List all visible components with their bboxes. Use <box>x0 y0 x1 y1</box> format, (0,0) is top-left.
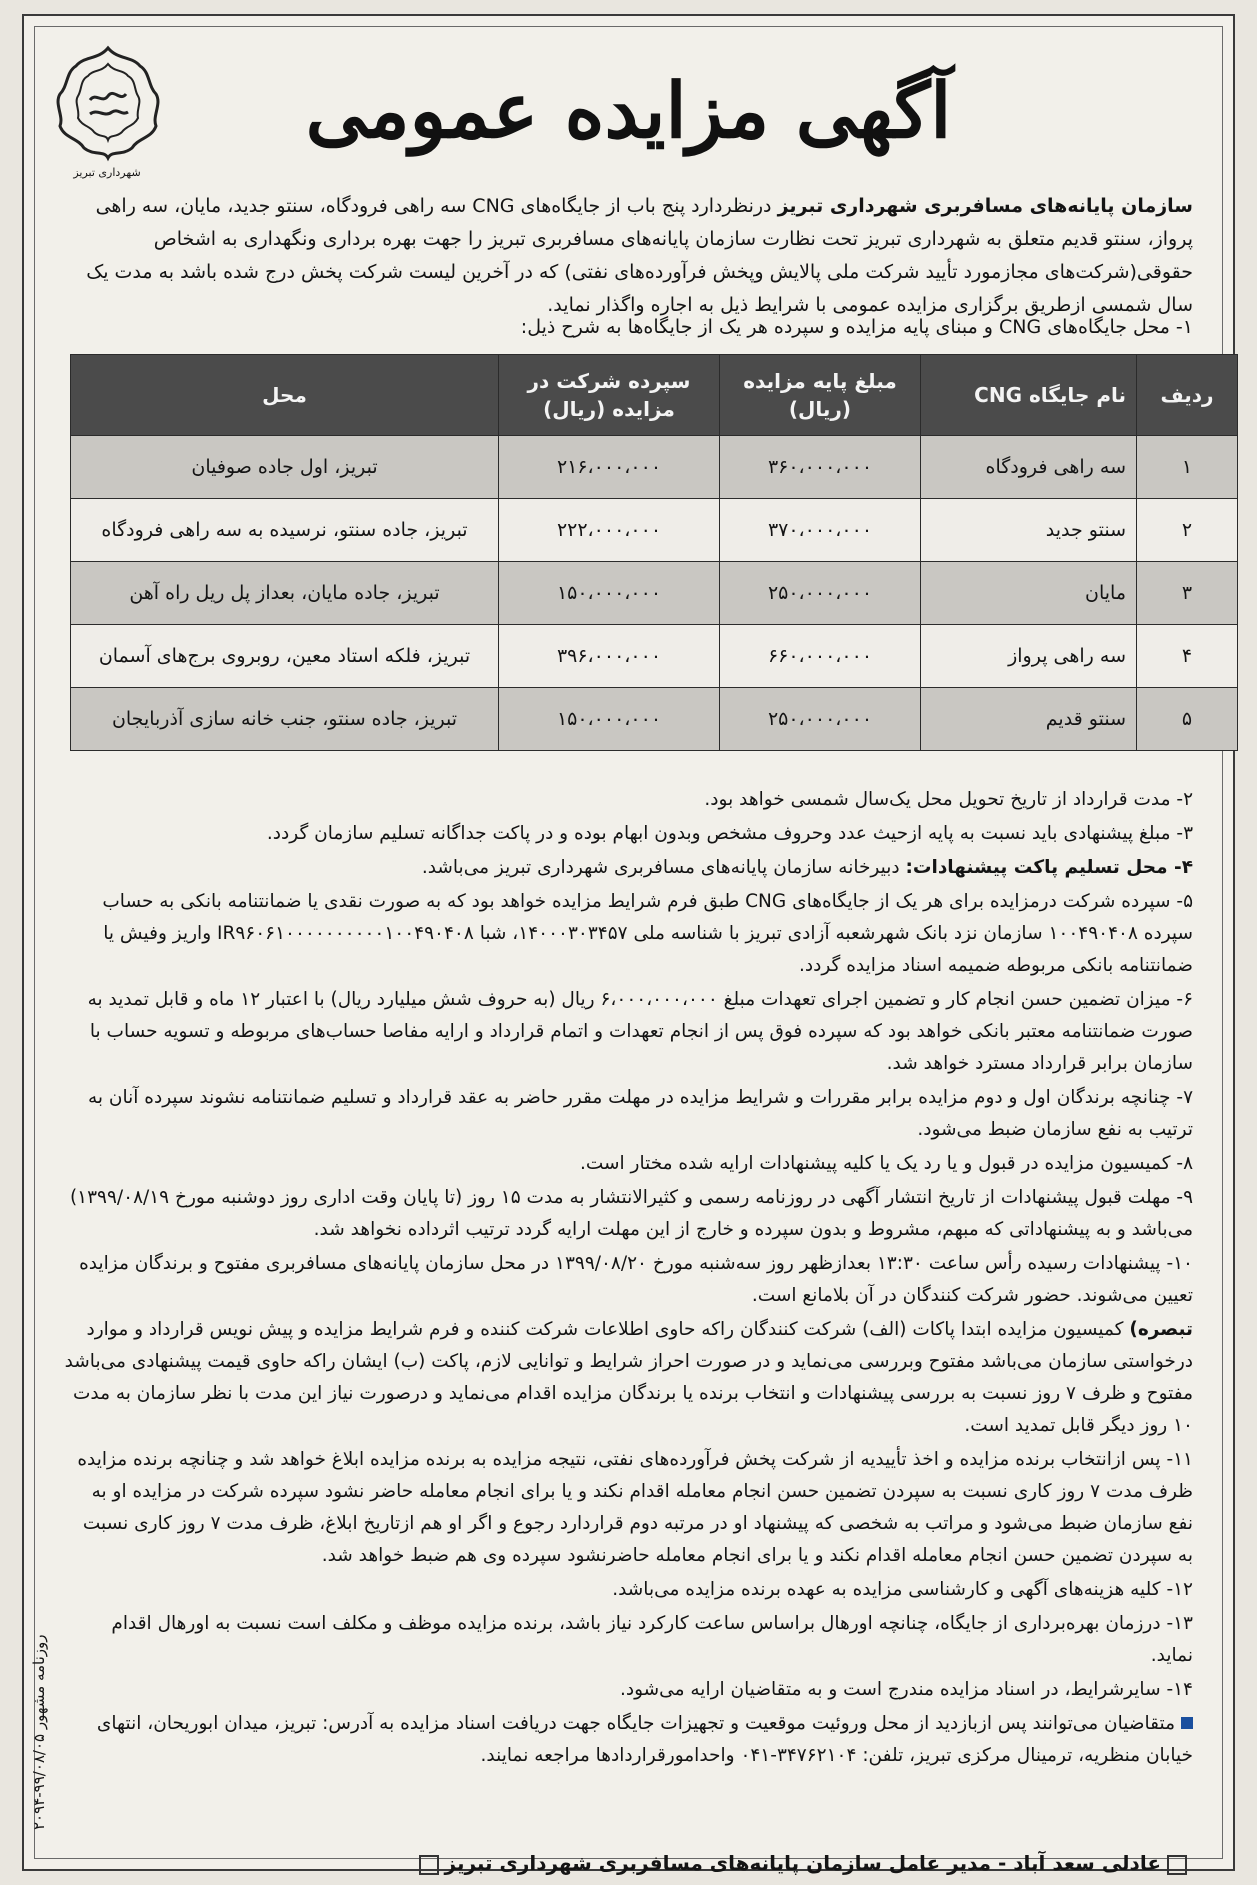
cell-location: تبریز، جاده سنتو، جنب خانه سازی آذربایجان <box>71 688 499 751</box>
side-note-text: روزنامه مشهور ۹۹/۰۸/۰۵-۲۰۹۴ <box>30 1634 48 1830</box>
cell-base: ۲۵۰،۰۰۰،۰۰۰ <box>720 562 921 625</box>
item-4-text: دبیرخانه سازمان پایانه‌های مسافربری شهرداری تبریز می‌باشد. <box>421 857 906 878</box>
cell-row: ۲ <box>1137 499 1238 562</box>
cell-base: ۳۷۰،۰۰۰،۰۰۰ <box>720 499 921 562</box>
cell-location: تبریز، جاده سنتو، نرسیده به سه راهی فرودگاه <box>71 499 499 562</box>
item-2: ۲- مدت قرارداد از تاریخ تحویل محل یک‌سال شمسی خواهد بود. <box>704 789 1193 810</box>
item-12: ۱۲- کلیه هزینه‌های آگهی و کارشناسی مزایده به عهده برنده مزایده می‌باشد. <box>612 1579 1193 1600</box>
table-row <box>71 499 1238 562</box>
note-label: تبصره) <box>1129 1319 1193 1340</box>
col-header-name: نام جایگاه CNG <box>921 355 1137 436</box>
intro-text: درنظردارد پنج باب از جایگاه‌های CNG سه راهی فرودگاه، سنتو جدید، مایان، سه راهی پرواز، سنتو قدیم متعلق به شهرداری تبریز تحت نظارت سازمان پایانه‌های مسافربری تبریز را جهت بهره برداری ونگهداری به اشخاص حقوقی(شرکت‌های مجازمورد تأیید شرکت ملی پالایش وپخش فرآورده‌های نفتی) که در آخرین لیست شرکت پخش درج شده باشد به مدت یک سال شمسی ازطریق برگزاری مزایده عمومی با شرایط ذیل به اجاره واگذار نماید. <box>86 195 1193 316</box>
stations-table <box>70 354 1238 751</box>
item-14: ۱۴- سایرشرایط، در اسناد مزایده مندرج است و به متقاضیان ارایه می‌شود. <box>619 1679 1193 1700</box>
intro-lead: سازمان پایانه‌های مسافربری شهرداری تبریز <box>777 195 1193 217</box>
col-header-deposit: سپرده شرکت در مزایده (ریال) <box>499 355 720 436</box>
col-header-row: ردیف <box>1137 355 1238 436</box>
signature-text: عادلی سعد آباد - مدیر عامل سازمان پایانه‌های مسافربری شهرداری تبریز <box>444 1851 1161 1875</box>
side-note <box>24 1536 52 1836</box>
cell-base: ۲۵۰،۰۰۰،۰۰۰ <box>720 688 921 751</box>
item-4 <box>64 852 1193 884</box>
item-4-label: ۴- محل تسلیم پاکت پیشنهادات: <box>905 857 1193 878</box>
cell-name: سنتو جدید <box>921 499 1137 562</box>
cell-name: سه راهی پرواز <box>921 625 1137 688</box>
cell-deposit: ۲۱۶،۰۰۰،۰۰۰ <box>499 436 720 499</box>
cell-deposit: ۳۹۶،۰۰۰،۰۰۰ <box>499 625 720 688</box>
cell-deposit: ۱۵۰،۰۰۰،۰۰۰ <box>499 688 720 751</box>
contact-text: متقاضیان می‌توانند پس ازبازدید از محل وروئیت موقعیت و تجهیزات جایگاه جهت دریافت اسناد مزایده به آدرس: تبریز، میدان ابوریحان، انتهای خیابان منظریه، ترمینال مرکزی تبریز، تلفن: ۳۴۷۶۲۱۰۴-۰۴۱ واحدامورقراردادها مراجعه نمایند. <box>96 1713 1193 1766</box>
advertisement-page <box>22 14 1235 1875</box>
table-row <box>71 436 1238 499</box>
cell-row: ۵ <box>1137 688 1238 751</box>
cell-deposit: ۱۵۰،۰۰۰،۰۰۰ <box>499 562 720 625</box>
conditions-list <box>64 784 1193 1774</box>
cell-name: مایان <box>921 562 1137 625</box>
cell-row: ۴ <box>1137 625 1238 688</box>
item-10: ۱۰- پیشنهادات رسیده رأس ساعت ۱۳:۳۰ بعدازظهر روز سه‌شنبه مورخ ۱۳۹۹/۰۸/۲۰ در محل سازمان پایانه‌های مسافربری مفتوح و برندگان مزایده تعیین می‌شوند. حضور شرکت کنندگان در آن بلامانع است. <box>79 1253 1193 1306</box>
item-1: ۱- محل جایگاه‌های CNG و مبنای پایه مزایده و سپرده هر یک از جایگاه‌ها به شرح ذیل: <box>520 316 1193 338</box>
item-5: ۵- سپرده شرکت درمزایده برای هر یک از جایگاه‌های CNG طبق فرم شرایط مزایده خواهد بود که به صورت نقدی یا ضمانتنامه بانکی به حساب سپرده ۱۰۰۴۹۰۴۰۸ سازمان نزد بانک شهرشعبه آزادی تبریز با شناسه ملی ۱۴۰۰۰۳۰۳۴۵۷، شبا IR۹۶۰۶۱۰۰۰۰۰۰۰۰۰۰۱۰۰۴۹۰۴۰۸ واریز وفیش یا ضمانتنامه بانکی مربوطه ضمیمه اسناد مزایده گردد. <box>102 891 1193 976</box>
item-9: ۹- مهلت قبول پیشنهادات از تاریخ انتشار آگهی در روزنامه رسمی و کثیرالانتشار به مدت ۱۵ روز (تا پایان وقت اداری روز دوشنبه مورخ ۱۳۹۹/۰۸/۱۹) می‌باشد و به پیشنهاداتی که مبهم، مشروط و بدون سپرده و خارج از این مهلت ارایه گردد ترتیب اثرداده نخواهد شد. <box>69 1187 1193 1240</box>
cell-location: تبریز، فلکه استاد معین، روبروی برج‌های آسمان <box>71 625 499 688</box>
item-7: ۷- چنانچه برندگان اول و دوم مزایده برابر مقررات و شرایط مزایده در مهلت مقرر حاضر به عقد قرارداد و تسلیم ضمانتنامه نشوند سپرده آنان به ترتیب به نفع سازمان ضبط می‌شود. <box>87 1087 1193 1140</box>
intro-paragraph <box>64 190 1193 322</box>
table-row <box>71 562 1238 625</box>
item-8: ۸- کمیسیون مزایده در قبول و یا رد یک یا کلیه پیشنهادات ارایه شده مختار است. <box>579 1153 1193 1174</box>
page-title: آگهی مزایده عمومی <box>305 66 952 155</box>
cell-base: ۳۶۰،۰۰۰،۰۰۰ <box>720 436 921 499</box>
cell-name: سنتو قدیم <box>921 688 1137 751</box>
cell-name: سه راهی فرودگاه <box>921 436 1137 499</box>
note-text: کمیسیون مزایده ابتدا پاکات (الف) شرکت کنندگان راکه حاوی اطلاعات شرکت کننده و فرم شرایط مزایده و پیش نویس قرارداد و موارد درخواستی سازمان می‌باشد مفتوح وبررسی می‌نماید و در صورت احراز شرایط و توانایی لازم، پاکت (ب) ایشان راکه حاوی قیمت پیشنهادی می‌باشد مفتوح و ظرف ۷ روز نسبت به بررسی پیشنهادات و انتخاب برنده یا برندگان مزایده اقدام می‌نماید و درصورت نیاز این مدت با نظر سازمان به مدت ۱۰ روز دیگر قابل تمدید است. <box>64 1319 1193 1436</box>
table-row <box>71 625 1238 688</box>
table-header-row <box>71 355 1238 436</box>
contact-paragraph <box>64 1708 1193 1772</box>
square-icon <box>419 1855 439 1875</box>
logo-caption: شهرداری تبریز <box>73 166 141 179</box>
cell-row: ۱ <box>1137 436 1238 499</box>
item-11: ۱۱- پس ازانتخاب برنده مزایده و اخذ تأییدیه از شرکت پخش فرآورده‌های نفتی، نتیجه مزایده به برنده مزایده ابلاغ خواهد شد و چنانچه برنده مزایده ظرف مدت ۷ روز کاری نسبت به سپردن تضمین حسن انجام معامله اقدام نکند و یا برای انجام معامله حاضر نشود سپرده شرکت در مزایده او به نفع سازمان ضبط می‌شود و مراتب به شخصی که پیشنهاد او در مرتبه دوم قراردارد رجوع و اگر او هم ازتاریخ ابلاغ، ظرف مدت ۷ روز کاری نسبت به سپردن تضمین حسن انجام معامله اقدام نکند و یا برای انجام معامله حاضرنشود سپرده وی هم ضبط خواهد شد. <box>77 1449 1193 1566</box>
col-header-base: مبلغ پایه مزایده (ریال) <box>720 355 921 436</box>
square-icon <box>1167 1855 1187 1875</box>
cell-row: ۳ <box>1137 562 1238 625</box>
square-bullet-icon <box>1181 1717 1193 1729</box>
cell-base: ۶۶۰،۰۰۰،۰۰۰ <box>720 625 921 688</box>
note <box>64 1314 1193 1442</box>
item-13: ۱۳- درزمان بهره‌برداری از جایگاه، چنانچه اورهال براساس ساعت کارکرد نیاز باشد، برنده مزایده موظف و مکلف است نسبت به اورهال اقدام نماید. <box>111 1613 1193 1666</box>
cell-location: تبریز، جاده مایان، بعداز پل ریل راه آهن <box>71 562 499 625</box>
cell-location: تبریز، اول جاده صوفیان <box>71 436 499 499</box>
col-header-location: محل <box>71 355 499 436</box>
cell-deposit: ۲۲۲،۰۰۰،۰۰۰ <box>499 499 720 562</box>
item-6: ۶- میزان تضمین حسن انجام کار و تضمین اجرای تعهدات مبلغ ۶،۰۰۰،۰۰۰،۰۰۰ ریال (به حروف شش میلیارد ریال) با اعتبار ۱۲ ماه و قابل تمدید به صورت ضمانتنامه معتبر بانکی خواهد بود که سپرده فوق پس از انجام تعهدات و اتمام قرارداد و ارایه مفاصا حساب‌های مربوطه و تسویه حساب با سازمان برابر قرارداد مسترد خواهد شد. <box>87 989 1193 1074</box>
signature-line <box>94 1848 1193 1878</box>
table-row <box>71 688 1238 751</box>
item-3: ۳- مبلغ پیشنهادی باید نسبت به پایه ازحیث عدد وحروف مشخص وبدون ابهام بوده و در پاکت جداگانه تسلیم سازمان گردد. <box>266 823 1193 844</box>
municipality-logo <box>52 42 164 178</box>
